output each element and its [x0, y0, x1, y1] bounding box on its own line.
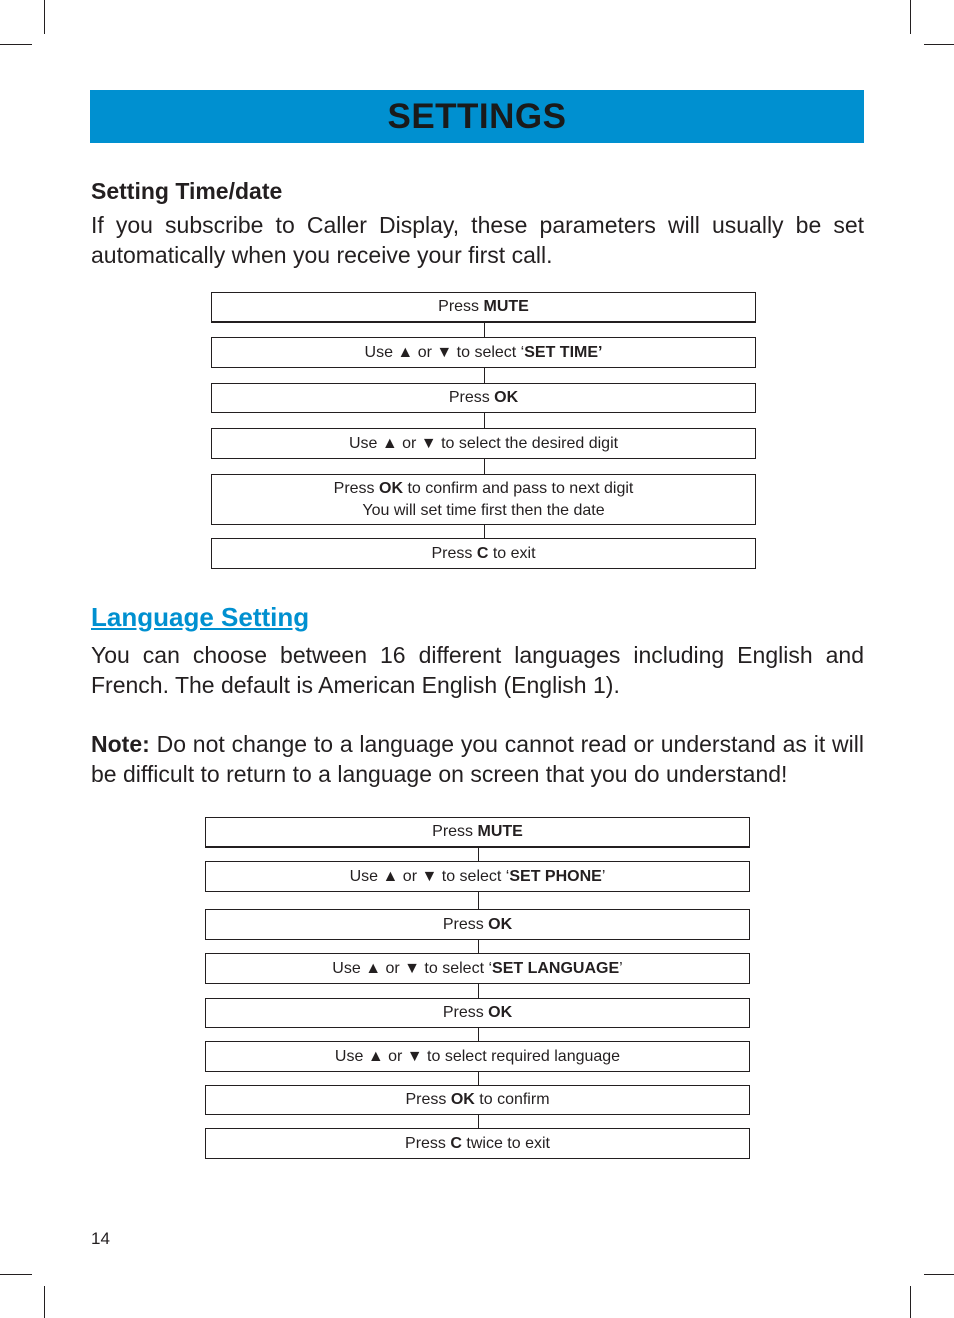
flow-connector: [478, 984, 479, 998]
flow-step-post: to exit: [488, 544, 536, 562]
flow-connector: [478, 848, 479, 861]
flow-connector: [478, 1072, 479, 1085]
flow-step: [205, 1085, 750, 1115]
title-banner: [90, 90, 864, 143]
crop-mark: [0, 1274, 32, 1275]
flow-step-text: [438, 296, 529, 318]
flow-step-pre: Press: [438, 298, 484, 315]
crop-mark: [910, 1286, 911, 1318]
flow-step-text: [349, 433, 618, 455]
crop-mark: [924, 1274, 954, 1275]
flow-step-post: ’: [619, 959, 623, 977]
flow-connector: [484, 413, 485, 428]
language-intro-text: You can choose between 16 different languages including English and French. The default is American English (English 1).: [91, 642, 864, 698]
flow-step-text: [405, 1089, 549, 1111]
flow-step-bold: MUTE: [483, 298, 529, 315]
flow-step-text: [335, 1046, 620, 1068]
flow-connector: [478, 940, 479, 953]
flow-step: [205, 953, 750, 984]
flow-step-pre: Press: [333, 479, 379, 497]
flow-step: [205, 1041, 750, 1072]
flow-step-pre: Press: [431, 544, 477, 562]
flow-step-post: to confirm and pass to next digit: [403, 479, 634, 497]
flow-step-bold: OK: [379, 479, 403, 497]
flow-step-pre: Use ▲ or ▼ to select ‘: [332, 959, 493, 977]
flow-step-bold: MUTE: [477, 823, 523, 840]
flow-step: [205, 817, 750, 848]
time-date-intro-text: If you subscribe to Caller Display, these parameters will usually be set automatically when you receive your first call.: [91, 212, 864, 268]
flow-step-bold: SET LANGUAGE: [492, 959, 620, 977]
flow-step: [211, 337, 756, 368]
flow-connector: [478, 1115, 479, 1128]
flow-step-text: [432, 821, 523, 843]
flow-step-text: [365, 342, 603, 364]
flow-connector: [484, 459, 485, 474]
time-date-intro: [91, 210, 864, 270]
time-date-heading: Setting Time/date: [91, 178, 283, 204]
page-number: 14: [91, 1229, 110, 1248]
flow-step-bold: OK: [494, 389, 519, 406]
flow-step-bold: OK: [450, 1091, 475, 1108]
flow-step-post: twice to exit: [461, 1134, 550, 1152]
flow-step-post: to confirm: [474, 1091, 550, 1108]
flow-step-text: [443, 1002, 512, 1024]
flow-step: [205, 998, 750, 1028]
flow-step-bold: SET TIME’: [524, 343, 603, 361]
flow-connector: [484, 323, 485, 337]
flow-connector: [478, 1028, 479, 1041]
flow-step-text: [431, 543, 535, 565]
flow-step-bold: OK: [488, 1004, 513, 1021]
flow-step: [211, 474, 756, 525]
flow-step-pre: Use ▲ or ▼ to select ‘: [364, 343, 525, 361]
flow-step-pre: Use ▲ or ▼ to select required language: [334, 1047, 621, 1065]
flow-step-pre: Use ▲ or ▼ to select ‘: [349, 867, 510, 885]
flow-step-bold: C: [450, 1134, 462, 1152]
flow-step-text: [449, 387, 518, 409]
flow-step: [205, 861, 750, 892]
crop-mark: [44, 1286, 45, 1318]
crop-mark: [44, 0, 45, 34]
flow-connector: [484, 525, 485, 538]
flow-connector: [478, 892, 479, 909]
flow-step-bold: OK: [488, 915, 513, 933]
flow-step-bold: SET PHONE: [509, 867, 602, 885]
flow-step-text: [350, 866, 606, 888]
flow-step-pre: Use ▲ or ▼ to select the desired digit: [348, 434, 619, 452]
flow-connector: [484, 368, 485, 383]
flow-step-text: [332, 958, 622, 980]
flow-step-pre: Press: [448, 389, 495, 406]
flow-step-text-line2: You will set time first then the date: [362, 501, 605, 519]
flow-step: [211, 292, 756, 323]
crop-mark: [0, 44, 32, 45]
flow-step-pre: Press: [442, 1004, 489, 1021]
page-title: SETTINGS: [387, 96, 567, 136]
note-label: Note:: [91, 731, 150, 757]
flow-step-text: [405, 1133, 550, 1155]
language-heading: Language Setting: [91, 602, 310, 632]
flow-step-post: ’: [601, 867, 606, 885]
flow-step: [205, 1128, 750, 1159]
flow-step-text: [443, 914, 512, 936]
flow-step-bold: C: [476, 544, 489, 562]
flow-step-pre: Press: [405, 1134, 451, 1152]
flow-step: [211, 428, 756, 459]
flow-step-pre: Press: [442, 915, 489, 933]
note-text: Do not change to a language you cannot read or understand as it will be difficult to return to a language on screen that you do understand!: [91, 731, 864, 787]
language-note: [91, 729, 864, 789]
flow-step: [211, 538, 756, 569]
flow-step: [211, 383, 756, 413]
flow-step-pre: Press: [405, 1091, 451, 1108]
flow-step-pre: Press: [432, 823, 478, 840]
crop-mark: [910, 0, 911, 34]
flow-step-text: [334, 478, 634, 500]
crop-mark: [924, 44, 954, 45]
language-intro: [91, 640, 864, 700]
flow-step: [205, 909, 750, 940]
